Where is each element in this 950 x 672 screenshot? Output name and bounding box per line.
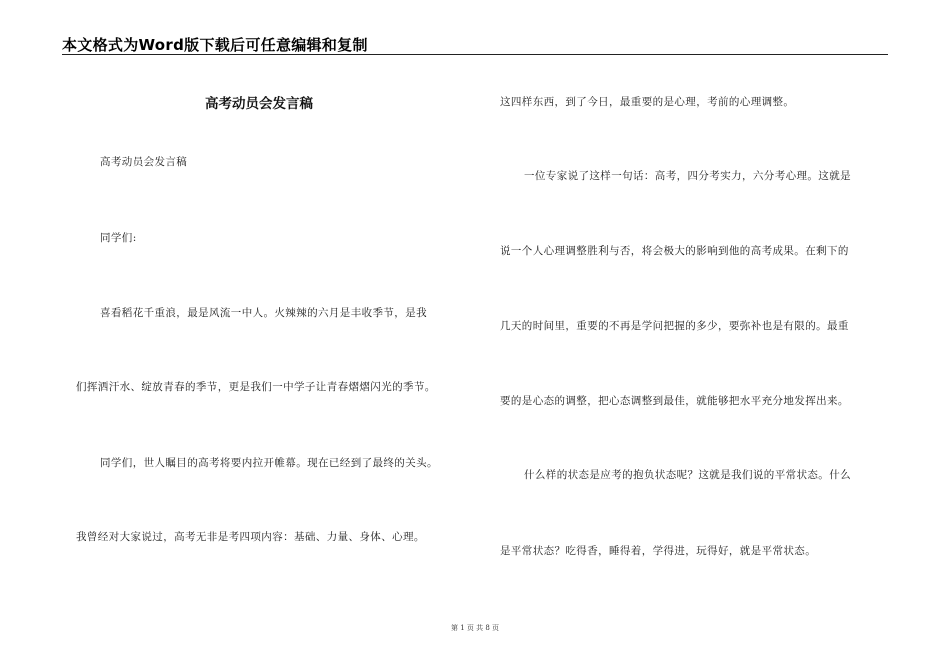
right-paragraph-line: 要的是心态的调整，把心态调整到最佳，就能够把水平充分地发挥出来。 [500,395,849,407]
left-paragraph-line: 同学们，世人瞩目的高考将要内拉开帷幕。现在已经到了最终的关头。 [100,457,438,469]
left-paragraph-line: 们挥洒汗水、绽放青春的季节，更是我们一中学子让青春熠熠闪光的季节。 [76,381,436,393]
right-paragraph-line: 说一个人心理调整胜利与否，将会极大的影响到他的高考成果。在剩下的 [500,245,849,257]
right-paragraph-line: 一位专家说了这样一句话：高考，四分考实力，六分考心理。这就是 [524,170,851,182]
right-paragraph-line: 什么样的状态是应考的抱负状态呢？这就是我们说的平常状态。什么 [524,469,851,481]
left-paragraph-line: 我曾经对大家说过，高考无非是考四项内容：基础、力量、身体、心理。 [76,531,425,543]
left-paragraph-line: 高考动员会发言稿 [100,156,188,168]
page-header-banner: 本文格式为Word版下载后可任意编辑和复制 [62,36,368,54]
right-paragraph-line: 是平常状态？吃得香，睡得着，学得进，玩得好，就是平常状态。 [500,545,817,557]
page-number-footer: 第 1 页 共 8 页 [450,624,500,632]
header-divider [62,54,888,55]
left-paragraph-line: 喜看稻花千重浪，最是风流一中人。火辣辣的六月是丰收季节，是我 [100,307,427,319]
left-paragraph-line: 同学们: [100,232,137,244]
document-title: 高考动员会发言稿 [205,96,313,112]
right-paragraph-line: 这四样东西，到了今日，最重要的是心理，考前的心理调整。 [500,96,795,108]
right-paragraph-line: 几天的时间里，重要的不再是学问把握的多少，要弥补也是有限的。最重 [500,320,849,332]
